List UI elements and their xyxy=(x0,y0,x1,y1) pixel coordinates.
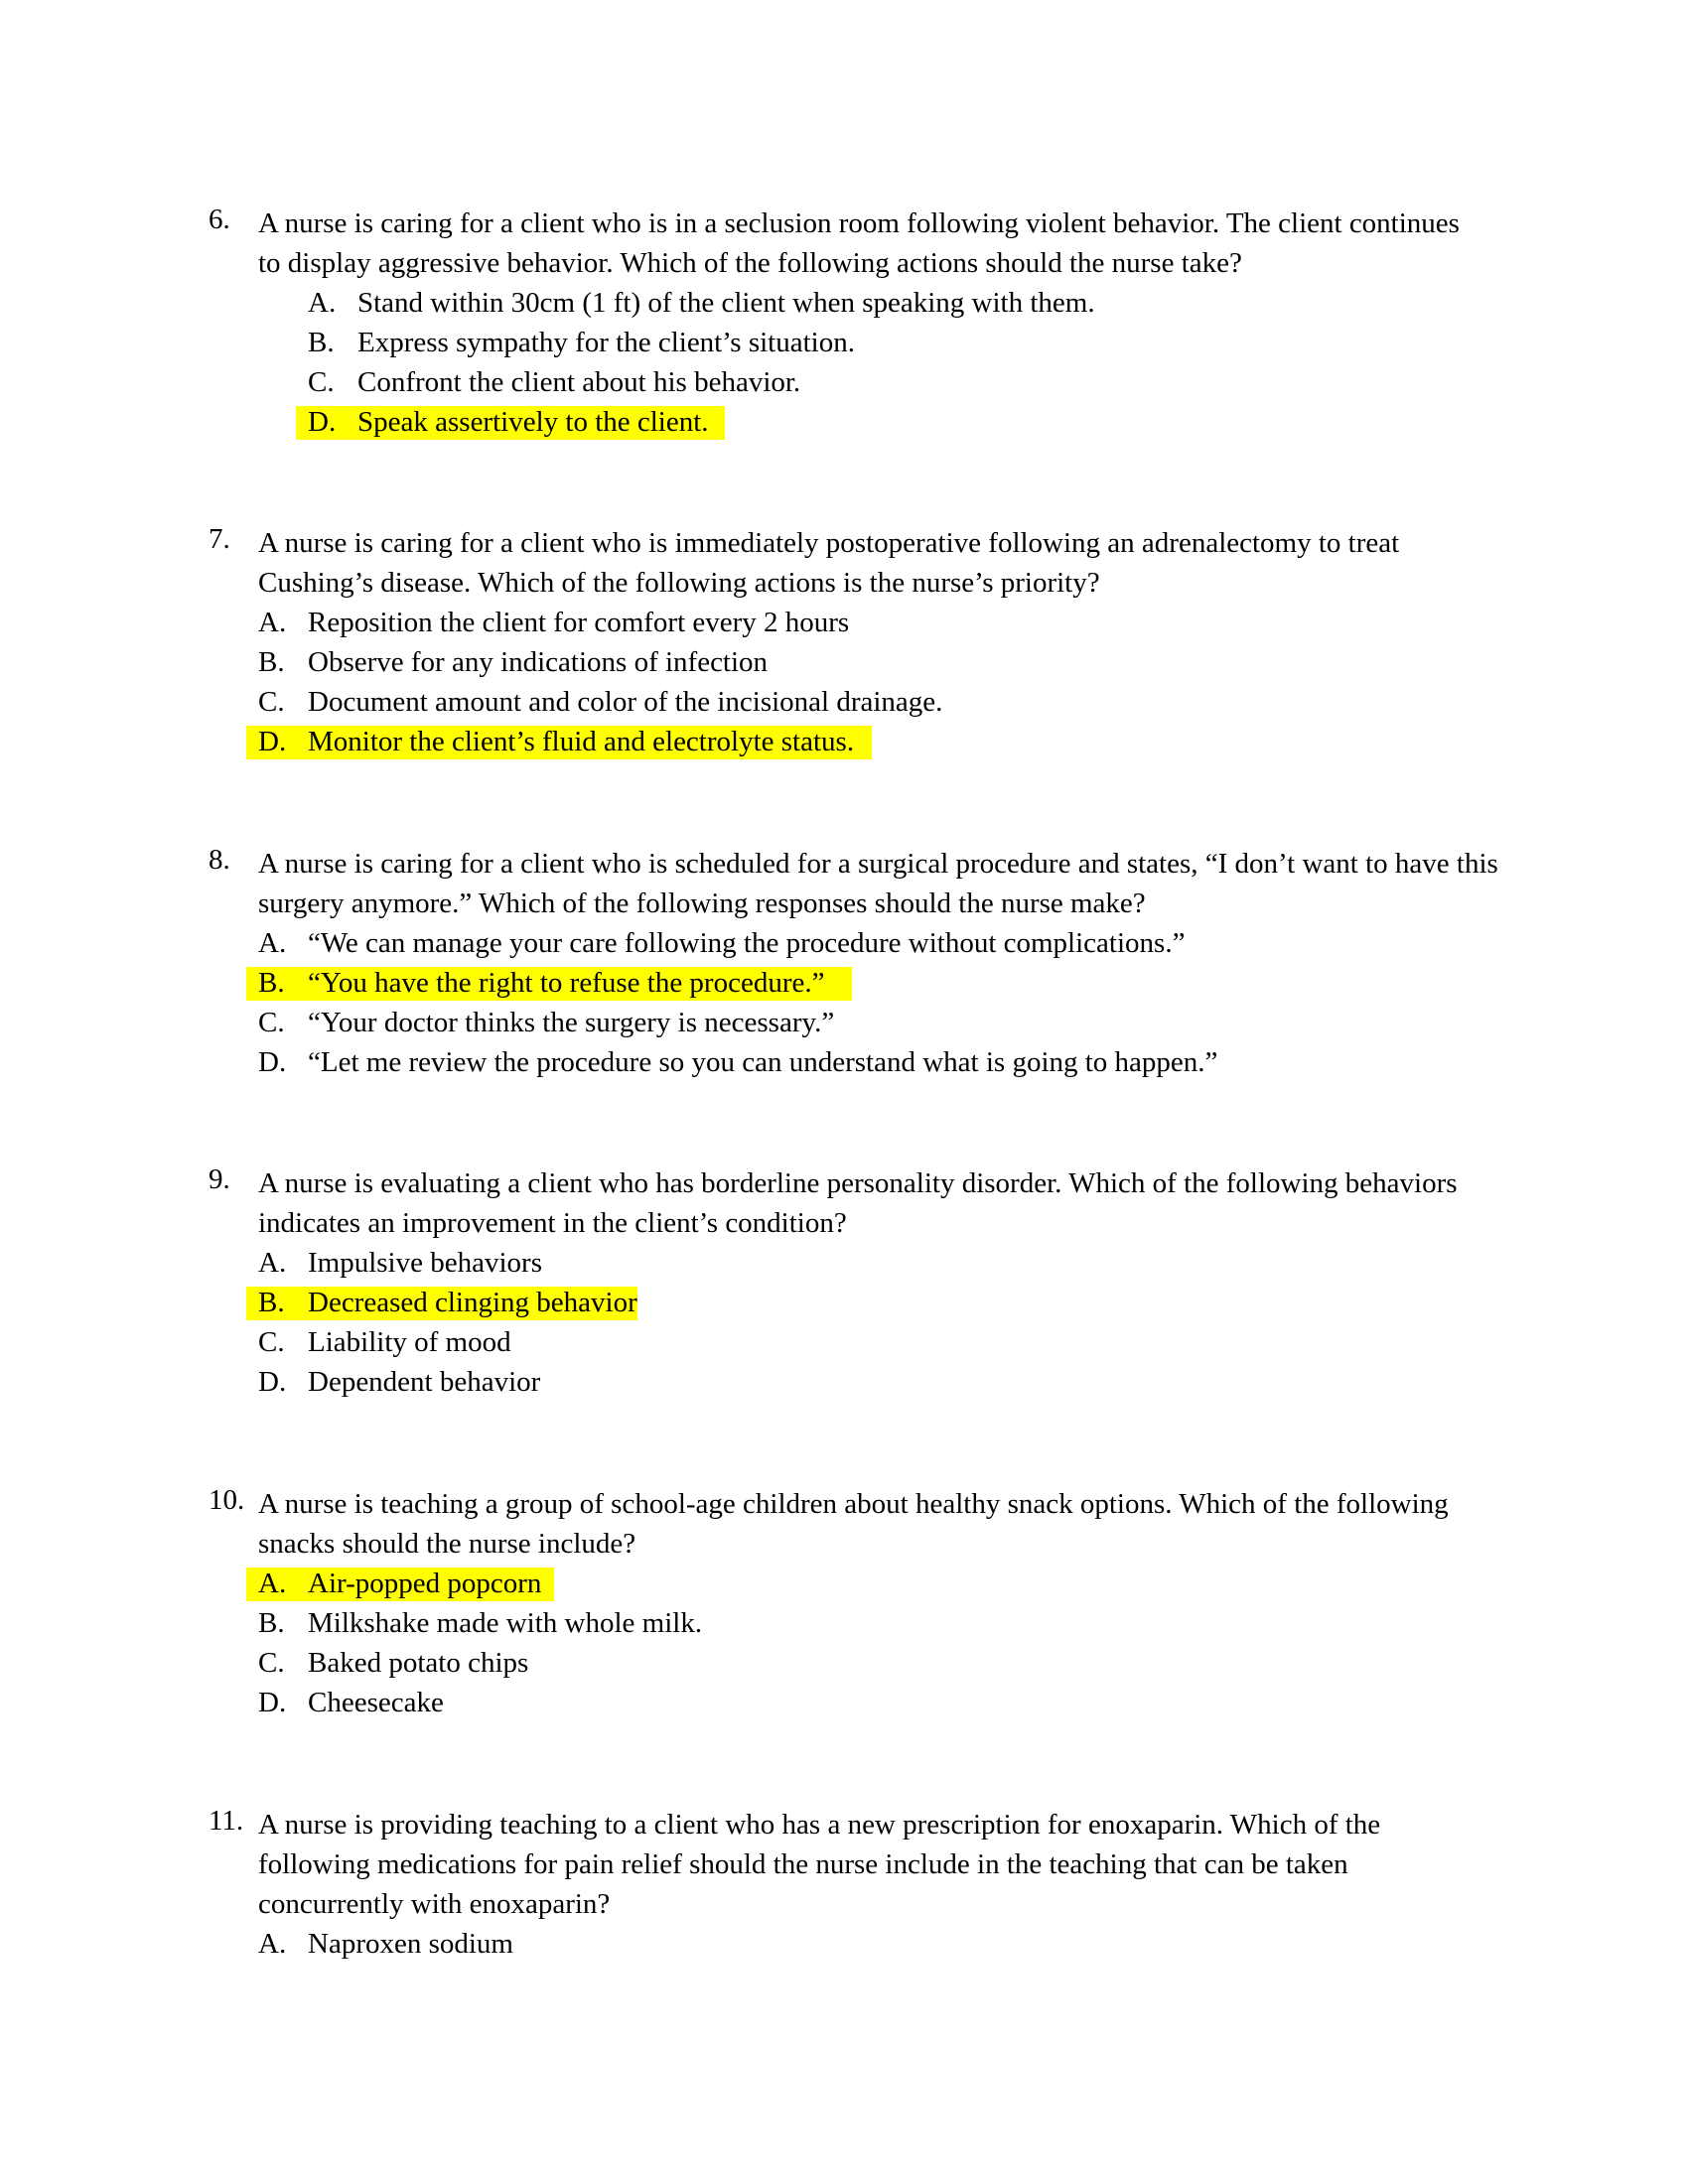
question-stem: A nurse is caring for a client who is immediately postoperative following an adrenalectomy to treat Cushing’s disease. Which of the following actions is the nurse’s priority? xyxy=(258,527,1400,599)
option-list xyxy=(258,1564,1499,1722)
option-text: “Let me review the procedure so you can understand what is going to happen.” xyxy=(308,1046,1218,1078)
option-text: Observe for any indications of infection xyxy=(308,646,769,678)
question-9 xyxy=(209,1163,1499,1402)
option-text: Express sympathy for the client’s situation. xyxy=(357,327,855,358)
option-list xyxy=(258,1924,1499,1964)
question-number: 9. xyxy=(209,1163,230,1195)
option-text: Milkshake made with whole milk. xyxy=(308,1607,703,1639)
option-letter: B. xyxy=(258,967,285,999)
option-letter: C. xyxy=(258,1647,285,1679)
option-list xyxy=(258,923,1499,1082)
option-text: Reposition the client for comfort every 2 hours xyxy=(308,607,850,638)
option-letter: C. xyxy=(258,1007,285,1038)
option-b xyxy=(308,323,1499,362)
question-stem: A nurse is providing teaching to a client who has a new prescription for enoxaparin. Which of the following medications for pain relief should the nurse include in the teaching that can be taken concurrently with enoxaparin? xyxy=(258,1809,1381,1920)
option-text: “Your doctor thinks the surgery is necessary.” xyxy=(308,1007,835,1038)
option-d xyxy=(258,1042,1499,1082)
option-b xyxy=(258,642,1499,682)
question-7 xyxy=(209,523,1499,761)
option-d xyxy=(258,1683,1499,1722)
option-text: Document amount and color of the incisional drainage. xyxy=(308,686,943,718)
option-letter: C. xyxy=(258,1326,285,1358)
option-letter: D. xyxy=(258,1046,287,1078)
option-letter: D. xyxy=(258,1366,287,1398)
option-a xyxy=(308,283,1499,323)
option-letter: A. xyxy=(258,607,287,638)
option-text: “We can manage your care following the procedure without complications.” xyxy=(308,927,1186,959)
option-text: Cheesecake xyxy=(308,1687,444,1718)
option-text: Dependent behavior xyxy=(308,1366,541,1398)
option-a xyxy=(258,603,1499,642)
option-text: Impulsive behaviors xyxy=(308,1247,542,1279)
option-letter: B. xyxy=(308,327,335,358)
question-stem: A nurse is teaching a group of school-age children about healthy snack options. Which of the following snacks should the nurse include? xyxy=(258,1488,1449,1560)
option-letter: A. xyxy=(258,1247,287,1279)
question-stem: A nurse is caring for a client who is scheduled for a surgical procedure and states, “I don’t want to have this surgery anymore.” Which of the following responses should the nurse make? xyxy=(258,848,1498,919)
option-c xyxy=(308,362,1499,402)
option-letter: C. xyxy=(258,686,285,718)
option-letter: A. xyxy=(258,1928,287,1960)
option-c xyxy=(258,682,1499,722)
option-b xyxy=(258,1603,1499,1643)
option-text: Stand within 30cm (1 ft) of the client when speaking with them. xyxy=(357,287,1095,319)
option-a xyxy=(258,1924,1499,1964)
option-text: Air-popped popcorn xyxy=(308,1568,542,1599)
option-text: Liability of mood xyxy=(308,1326,511,1358)
option-b-answer xyxy=(258,963,1499,1003)
option-text: Monitor the client’s fluid and electrolyte status. xyxy=(308,726,855,757)
question-10 xyxy=(209,1484,1499,1722)
option-c xyxy=(258,1003,1499,1042)
question-stem: A nurse is caring for a client who is in a seclusion room following violent behavior. The client continues to display aggressive behavior. Which of the following actions should the nurse take? xyxy=(258,207,1460,279)
question-number: 7. xyxy=(209,523,230,555)
option-letter: D. xyxy=(308,406,337,438)
option-d xyxy=(258,1362,1499,1402)
option-letter: B. xyxy=(258,1607,285,1639)
option-letter: B. xyxy=(258,646,285,678)
option-text: Speak assertively to the client. xyxy=(357,406,709,438)
option-letter: A. xyxy=(258,927,287,959)
option-letter: A. xyxy=(308,287,337,319)
option-a-answer xyxy=(258,1564,1499,1603)
question-number: 8. xyxy=(209,844,230,876)
option-letter: D. xyxy=(258,726,287,757)
option-list xyxy=(258,1243,1499,1402)
option-letter: B. xyxy=(258,1287,285,1318)
option-letter: D. xyxy=(258,1687,287,1718)
question-11 xyxy=(209,1805,1499,1964)
option-c xyxy=(258,1322,1499,1362)
option-text: Naproxen sodium xyxy=(308,1928,513,1960)
option-letter: A. xyxy=(258,1568,287,1599)
option-a xyxy=(258,923,1499,963)
question-8 xyxy=(209,844,1499,1082)
option-c xyxy=(258,1643,1499,1683)
option-b-answer xyxy=(258,1283,1499,1322)
question-number: 6. xyxy=(209,204,230,235)
option-text: Baked potato chips xyxy=(308,1647,529,1679)
option-a xyxy=(258,1243,1499,1283)
option-d-answer xyxy=(258,722,1499,761)
question-6 xyxy=(209,204,1499,442)
question-stem: A nurse is evaluating a client who has borderline personality disorder. Which of the following behaviors indicates an improvement in the client’s condition? xyxy=(258,1167,1458,1239)
option-text: Confront the client about his behavior. xyxy=(357,366,801,398)
option-list xyxy=(258,603,1499,761)
option-letter: C. xyxy=(308,366,335,398)
question-number: 11. xyxy=(209,1805,244,1837)
option-text: “You have the right to refuse the procedure.” xyxy=(308,967,825,999)
option-text: Decreased clinging behavior xyxy=(308,1287,637,1318)
option-list xyxy=(308,283,1499,442)
question-number: 10. xyxy=(209,1484,245,1516)
option-d-answer xyxy=(308,402,1499,442)
